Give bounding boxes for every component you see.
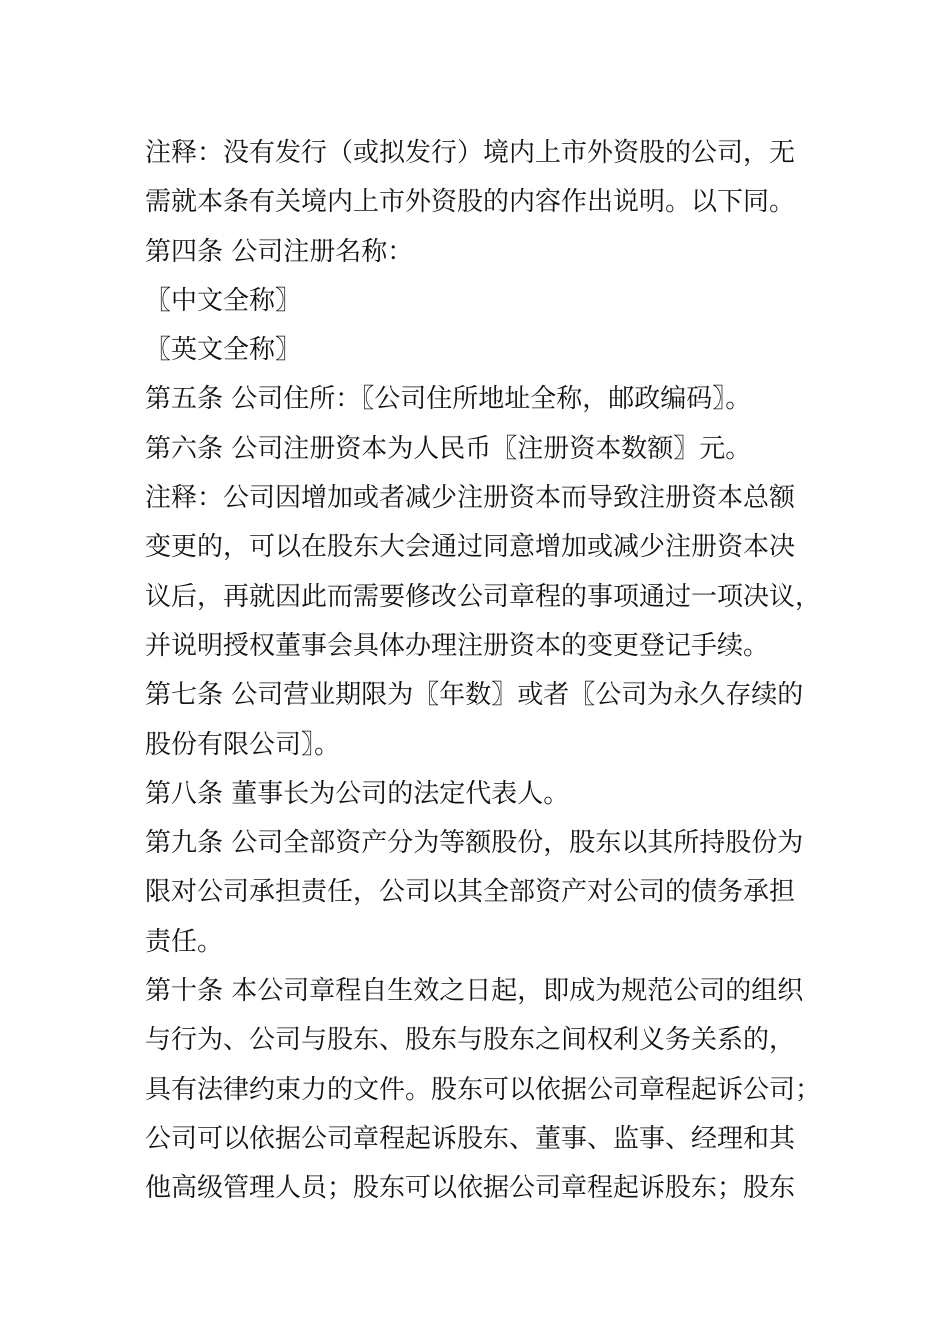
article-7-line-2: 股份有限公司〗。 [145,729,341,760]
article-9-line-1: 第九条 公司全部资产分为等额股份，股东以其所持股份为 [145,828,804,859]
english-name-placeholder: 〖英文全称〗 [145,335,302,366]
text-line-note-capital-2: 变更的，可以在股东大会通过同意增加或减少注册资本决 [145,532,796,563]
article-10-line-1: 第十条 本公司章程自生效之日起，即成为规范公司的组织 [145,976,804,1007]
article-10-line-3: 具有法律约束力的文件。股东可以依据公司章程起诉公司； [145,1074,822,1105]
article-4-heading: 第四条 公司注册名称： [145,236,414,267]
text-line-note-capital-1: 注释：公司因增加或者减少注册资本而导致注册资本总额 [145,483,796,514]
text-line-note-2: 需就本条有关境内上市外资股的内容作出说明。以下同。 [145,187,796,218]
document-body [145,129,825,1214]
article-10-line-4: 公司可以依据公司章程起诉股东、董事、监事、经理和其 [145,1123,796,1154]
text-line-note-capital-4: 并说明授权董事会具体办理注册资本的变更登记手续。 [145,630,770,661]
article-8: 第八条 董事长为公司的法定代表人。 [145,778,570,809]
article-10-line-2: 与行为、公司与股东、股东与股东之间权利义务关系的， [145,1025,796,1056]
article-10-line-5: 他高级管理人员；股东可以依据公司章程起诉股东；股东 [145,1173,796,1204]
article-5: 第五条 公司住所：〖公司住所地址全称，邮政编码〗。 [145,384,752,415]
article-6: 第六条 公司注册资本为人民币〖注册资本数额〗元。 [145,433,752,464]
chinese-name-placeholder: 〖中文全称〗 [145,285,302,316]
text-line-note-capital-3: 议后，再就因此而需要修改公司章程的事项通过一项决议， [145,581,822,612]
article-9-line-2: 限对公司承担责任，公司以其全部资产对公司的债务承担 [145,877,796,908]
article-7-line-1: 第七条 公司营业期限为〖年数〗或者〖公司为永久存续的 [145,680,804,711]
text-line-note-1: 注释：没有发行（或拟发行）境内上市外资股的公司，无 [145,138,796,168]
article-9-line-3: 责任。 [145,926,224,957]
